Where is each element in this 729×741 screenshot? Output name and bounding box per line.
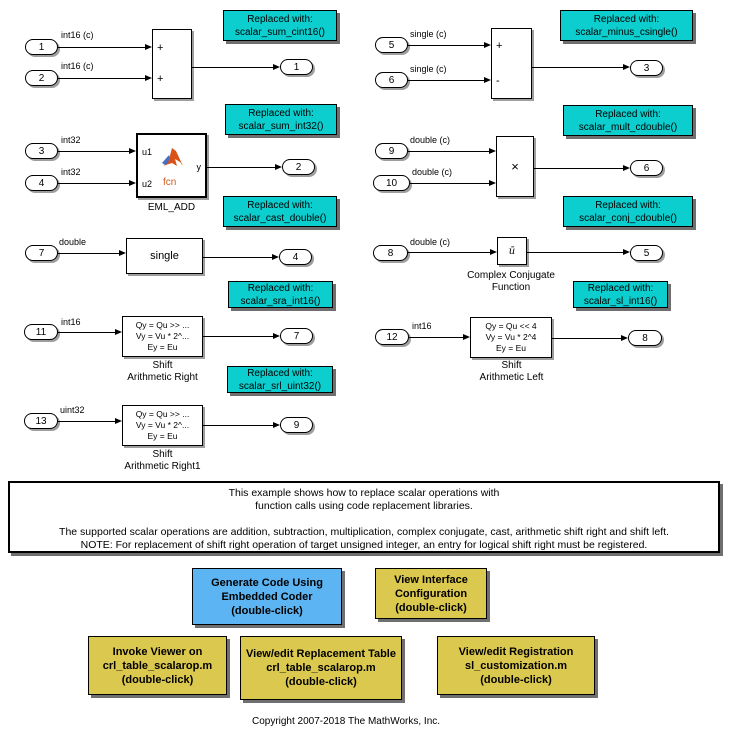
arrowhead-icon [145,75,152,81]
inport-3[interactable]: 3 [25,143,58,159]
arrowhead-icon [145,44,152,50]
block-caption-shift-right1 [102,449,223,473]
signal-label: uint32 [60,405,85,415]
note-line: NOTE: For replacement of shift right operation of target unsigned integer, an entry for logical shift right must be registered. [80,539,648,551]
wire [192,67,274,68]
annotation-title: Replaced with: [247,13,313,25]
annotation-sum-cint16 [223,10,337,41]
shift-arithmetic-right1-block[interactable] [122,405,203,446]
wire [410,183,490,184]
wire [58,183,130,184]
block-caption-shift-right [102,360,223,384]
cast-label: single [150,250,179,262]
product-symbol: × [511,159,519,174]
signal-label: int16 (c) [61,61,94,71]
matlab-function-block[interactable] [136,133,207,198]
signal-label: int32 [61,167,81,177]
wire [408,45,485,46]
shift-eq-line: Qy = Qu >> ... [135,320,190,330]
annotation-func: scalar_mult_cdouble() [578,121,678,133]
annotation-title: Replaced with: [248,107,314,119]
outport-8[interactable]: 8 [628,330,662,346]
block-caption-conjugate [446,270,576,294]
button-line: Configuration [394,587,468,600]
copyright-text: Copyright 2007-2018 The MathWorks, Inc. [251,716,441,727]
eml-input-u1: u1 [142,147,153,157]
wire [203,336,274,337]
shift-eq-line: Vy = Vu * 2^4 [485,332,537,342]
inport-12[interactable]: 12 [375,329,409,345]
wire [203,425,274,426]
wire [58,421,116,422]
inport-8[interactable]: 8 [373,245,408,261]
annotation-title: Replaced with: [595,199,661,211]
annotation-srl-uint32 [227,366,333,393]
wire [58,78,146,79]
arrowhead-icon [484,42,491,48]
annotation-func: scalar_minus_csingle() [575,26,678,38]
outport-3[interactable]: 3 [630,60,663,76]
caption-line: Shift [152,360,173,371]
caption-line: Arithmetic Right1 [124,461,201,472]
wire [58,47,146,48]
arrowhead-icon [273,422,280,428]
annotation-title: Replaced with: [247,282,314,294]
arrowhead-icon [623,249,630,255]
wire [207,167,276,168]
wire [58,332,116,333]
button-line: crl_table_scalarop.m [266,662,376,674]
arrowhead-icon [119,250,126,256]
product-block[interactable] [496,136,534,197]
wire [408,80,485,81]
sum-sign-top: + [496,40,503,52]
shift-eq-line: Ey = Eu [147,431,178,441]
arrowhead-icon [463,334,470,340]
shift-arithmetic-left-block[interactable] [470,317,552,358]
outport-5[interactable]: 5 [630,245,663,261]
annotation-sl-int16 [573,281,668,308]
inport-1[interactable]: 1 [25,39,58,55]
wire [408,151,490,152]
signal-label: int32 [61,135,81,145]
description-note [8,481,720,553]
annotation-func: scalar_conj_cdouble() [579,212,677,224]
note-line: This example shows how to replace scalar operations with [228,487,500,499]
inport-9[interactable]: 9 [375,143,408,159]
signal-label: single (c) [410,29,447,39]
caption-line: Function [491,282,531,293]
annotation-func: scalar_srl_uint32() [238,380,322,392]
arrowhead-icon [273,333,280,339]
inport-7[interactable]: 7 [25,245,58,261]
inport-11[interactable]: 11 [24,324,58,340]
signal-label: single (c) [410,64,447,74]
wire [527,252,624,253]
annotation-title: Replaced with: [587,282,654,294]
annotation-title: Replaced with: [247,367,313,379]
annotation-minus-csingle [560,10,693,41]
annotation-title: Replaced with: [247,199,313,211]
arrowhead-icon [115,418,122,424]
shift-eq-line: Ey = Eu [147,342,178,352]
arrowhead-icon [623,165,630,171]
signal-label: int16 [412,321,432,331]
annotation-func: scalar_cast_double() [233,212,327,224]
annotation-func: scalar_sum_cint16() [234,26,326,38]
conjugate-symbol: ū [508,245,516,257]
wire [408,252,491,253]
annotation-title: Replaced with: [595,108,661,120]
eml-output-y: y [196,162,201,172]
wire [409,337,464,338]
arrowhead-icon [275,164,282,170]
shift-eq-line: Ey = Eu [495,343,526,353]
matlab-logo-icon [162,148,184,168]
annotation-sra-int16 [228,281,333,308]
note-line: function calls using code replacement libraries. [255,500,473,512]
signal-label: int16 (c) [61,30,94,40]
data-type-conversion-block[interactable] [126,238,203,274]
inport-13[interactable]: 13 [24,413,58,429]
annotation-title: Replaced with: [593,13,660,25]
sum-sign-bottom: - [496,75,500,87]
button-line: sl_customization.m [464,659,568,672]
outport-4[interactable]: 4 [279,249,312,265]
wire [58,253,120,254]
arrowhead-icon [621,335,628,341]
annotation-mult-cdouble [563,105,693,136]
arrowhead-icon [129,180,136,186]
outport-9[interactable]: 9 [280,417,313,433]
signal-label: int16 [61,317,81,327]
wire [532,67,624,68]
outport-6[interactable]: 6 [630,160,663,176]
button-line: View Interface [394,573,468,586]
wire [58,151,130,152]
arrowhead-icon [484,77,491,83]
shift-eq-line: Qy = Qu >> ... [135,409,190,419]
caption-line: Arithmetic Left [479,372,544,383]
arrowhead-icon [273,64,280,70]
sum-block-csingle[interactable] [491,28,532,99]
button-line: crl_table_scalarop.m [102,659,213,672]
signal-label: double (c) [410,237,451,247]
signal-label: double (c) [412,167,453,177]
caption-line: Shift [152,449,173,460]
arrowhead-icon [623,64,630,70]
shift-arithmetic-right-block[interactable] [122,316,203,357]
generate-code-button[interactable] [192,568,342,625]
inport-10[interactable]: 10 [373,175,410,191]
inport-5[interactable]: 5 [375,37,408,53]
sum-block-cint16[interactable] [152,29,192,99]
sum-sign-top: + [157,42,164,54]
button-line: View/edit Replacement Table [246,648,396,660]
button-line: (double-click) [480,673,552,686]
shift-eq-line: Vy = Vu * 2^... [135,420,190,430]
button-line: (double-click) [395,601,467,614]
button-line: Generate Code Using [211,576,323,589]
outport-1[interactable]: 1 [280,59,313,75]
invoke-viewer-button[interactable] [88,636,227,695]
view-replacement-table-button[interactable] [240,636,402,700]
caption-line: Shift [501,360,522,371]
inport-4[interactable]: 4 [25,175,58,191]
button-line: (double-click) [231,604,303,617]
signal-label: double [59,237,87,247]
arrowhead-icon [115,329,122,335]
button-line: (double-click) [285,676,357,688]
outport-7[interactable]: 7 [280,328,313,344]
annotation-cast-double [223,196,337,227]
block-caption-shift-left [451,360,572,384]
annotation-conj-cdouble [563,196,693,227]
note-line: The supported scalar operations are addition, subtraction, multiplication, complex conjugate, cast, arithmetic shift right and shift left. [59,526,669,538]
arrowhead-icon [489,180,496,186]
annotation-func: scalar_sl_int16() [583,295,658,307]
button-line: Invoke Viewer on [112,645,203,658]
arrowhead-icon [272,254,279,260]
wire [534,168,624,169]
sum-sign-bottom: + [157,73,164,85]
annotation-sum-int32 [225,104,337,135]
wire [203,257,273,258]
annotation-func: scalar_sra_int16() [240,295,321,307]
eml-input-u2: u2 [142,179,153,189]
button-line: View/edit Registration [458,645,574,658]
shift-eq-line: Vy = Vu * 2^... [135,331,190,341]
button-line: (double-click) [121,673,194,686]
wire [552,338,622,339]
caption-line: Arithmetic Right [127,372,198,383]
view-registration-button[interactable] [437,636,595,695]
arrowhead-icon [129,148,136,154]
button-line: Embedded Coder [221,590,313,603]
arrowhead-icon [490,249,497,255]
signal-label: double (c) [410,135,451,145]
complex-conjugate-block[interactable] [497,237,527,265]
inport-6[interactable]: 6 [375,72,408,88]
arrowhead-icon [489,148,496,154]
shift-eq-line: Qy = Qu << 4 [485,321,537,331]
fcn-label: fcn [163,177,177,188]
block-caption-eml-add: EML_ADD [147,202,196,213]
caption-line: Complex Conjugate [467,270,555,281]
view-interface-button[interactable] [375,568,487,619]
outport-2[interactable]: 2 [282,159,315,175]
inport-2[interactable]: 2 [25,70,58,86]
annotation-func: scalar_sum_int32() [238,120,324,132]
